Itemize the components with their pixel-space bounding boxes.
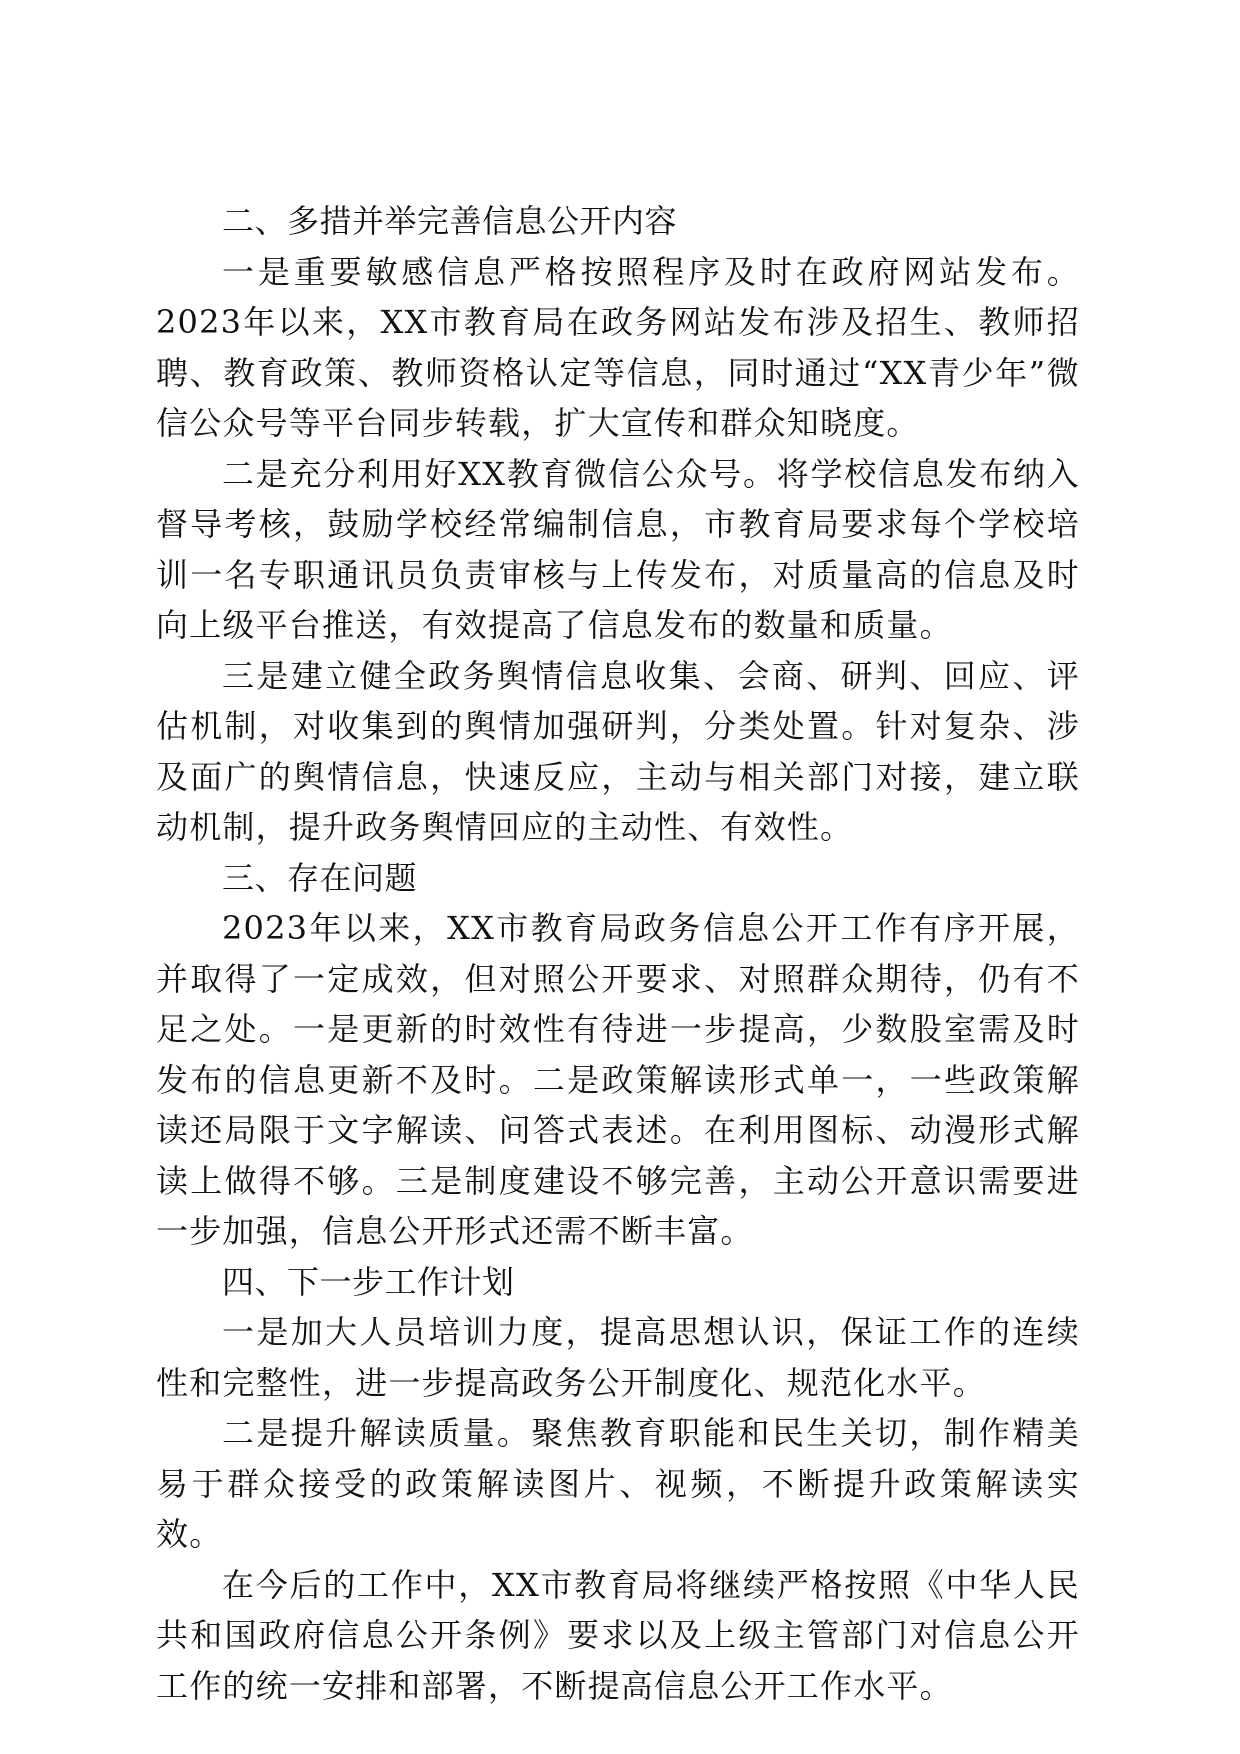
document-body <box>156 196 1080 1711</box>
section-heading-2: 二、多措并举完善信息公开内容 <box>222 202 678 240</box>
paragraph: 一是重要敏感信息严格按照程序及时在政府网站发布。2023年以来，XX市教育局在政务网站发布涉及招生、教师招聘、教育政策、教师资格认定等信息，同时通过“XX青少年”微信公众号等平台同步转载，扩大宣传和群众知晓度。 <box>156 252 1080 442</box>
paragraph: 二是充分利用好XX教育微信公众号。将学校信息发布纳入督导考核，鼓励学校经常编制信息，市教育局要求每个学校培训一名专职通讯员负责审核与上传发布，对质量高的信息及时向上级平台推送，有效提高了信息发布的数量和质量。 <box>156 454 1080 644</box>
paragraph: 三是建立健全政务舆情信息收集、会商、研判、回应、评估机制，对收集到的舆情加强研判，分类处置。针对复杂、涉及面广的舆情信息，快速反应，主动与相关部门对接，建立联动机制，提升政务舆情回应的主动性、有效性。 <box>156 656 1080 846</box>
paragraph: 二是提升解读质量。聚焦教育职能和民生关切，制作精美易于群众接受的政策解读图片、视频，不断提升政策解读实效。 <box>156 1414 1080 1553</box>
section-heading-3: 三、存在问题 <box>222 858 418 897</box>
paragraph: 2023年以来，XX市教育局政务信息公开工作有序开展，并取得了一定成效，但对照公开要求、对照群众期待，仍有不足之处。一是更新的时效性有待进一步提高，少数股室需及时发布的信息更新不及时。二是政策解读形式单一，一些政策解读还局限于文字解读、问答式表述。在利用图标、动漫形式解读上做得不够。三是制度建设不够完善，主动公开意识需要进一步加强，信息公开形式还需不断丰富。 <box>156 909 1080 1250</box>
paragraph: 在今后的工作中，XX市教育局将继续严格按照《中华人民共和国政府信息公开条例》要求以及上级主管部门对信息公开工作的统一安排和部署，不断提高信息公开工作水平。 <box>156 1565 1080 1705</box>
paragraph: 一是加大人员培训力度，提高思想认识，保证工作的连续性和完整性，进一步提高政务公开制度化、规范化水平。 <box>156 1313 1080 1402</box>
section-heading-4: 四、下一步工作计划 <box>222 1262 515 1301</box>
